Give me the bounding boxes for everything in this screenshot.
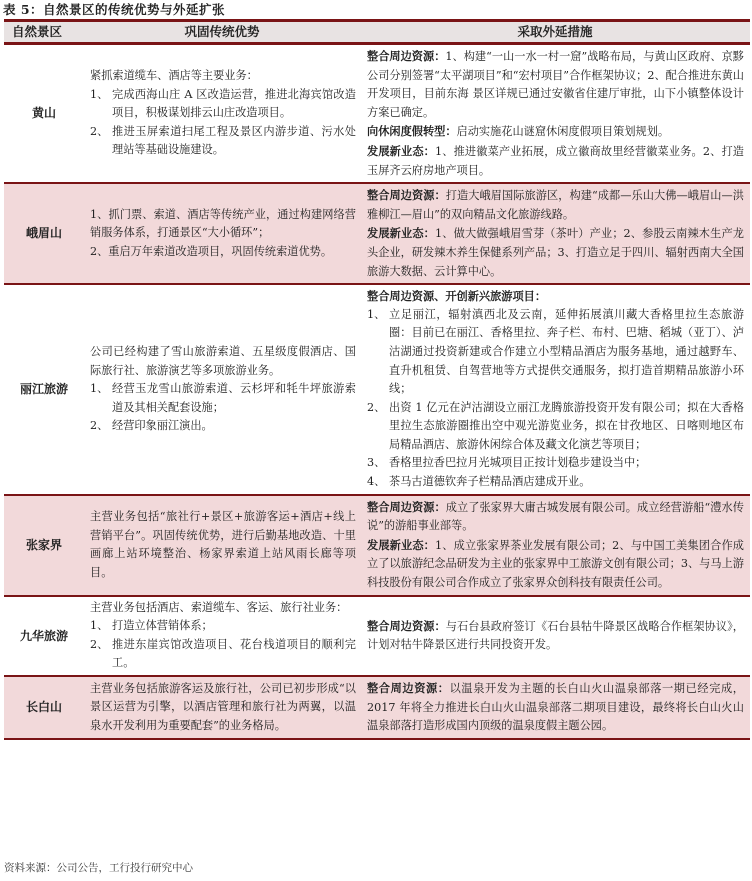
item-number: 2、: [367, 400, 386, 414]
header-traditional-advantage: 巩固传统优势: [84, 21, 360, 44]
item-text: 推进玉屏索道扫尾工程及景区内游步道、污水处理站等基础设施建设。: [112, 124, 356, 157]
list-item: [367, 454, 744, 473]
item-number: 3、: [367, 456, 386, 470]
measure-text: 1、推进徽菜产业拓展，成立徽商故里经营徽菜业务。2、打造玉屏齐云府房地产项目。: [367, 144, 744, 177]
intro-text: 紧抓索道缆车、酒店等主要业务：: [90, 69, 258, 83]
measure-text: 1、构建“一山一水一村一窟”战略布局，与黄山区政府、京黟公司分别签署“太平湖项目”和“宏村项目”合作框架协议；2、配合推进东黄山开发项目，目前东海 景区详规已通过安徽省住建厅审批，山下小镇整体设计方案已确定。: [367, 50, 744, 119]
traditional-advantage-cell: [84, 284, 360, 495]
list-item: [90, 123, 356, 160]
measure-label: 整合周边资源：: [367, 499, 446, 514]
list-item: [367, 399, 744, 455]
advantage-paragraph: 主营业务包括旅游客运及旅行社，公司已初步形成“以景区运营为引擎，以酒店管理和旅行社为两翼，以温泉水开发利用为重要配套”的业务格局。: [90, 681, 356, 732]
list-item: [367, 306, 744, 399]
expansion-measures-cell: [360, 676, 750, 739]
table-row-huangshan: [4, 44, 750, 184]
measure-text: 与石台县政府签订《石台县牯牛降景区战略合作框架协议》，计划对牯牛降景区进行共同投资开发。: [367, 619, 744, 652]
scenic-name: 黄山: [4, 44, 84, 184]
table-row-jiuhua: [4, 596, 750, 676]
intro-text: 公司已经构建了雪山旅游索道、五星级度假酒店、国际旅行社、旅游演艺等多项旅游业务。: [90, 344, 356, 377]
list-item: [90, 380, 356, 417]
expansion-measures-cell: [360, 183, 750, 284]
measure-label: 整合周边资源：: [367, 618, 446, 633]
header-expansion-measures: 采取外延措施: [360, 21, 750, 44]
item-number: 1、: [90, 619, 109, 633]
expansion-measures-cell: [360, 495, 750, 596]
scenic-name: 张家界: [4, 495, 84, 596]
traditional-advantage-cell: [84, 183, 360, 284]
table-row-zhangjiajie: [4, 495, 750, 596]
traditional-advantage-cell: [84, 676, 360, 739]
item-text: 推进东崖宾馆改造项目、花台栈道项目的顺利完工。: [112, 637, 356, 670]
scenic-name: 长白山: [4, 676, 84, 739]
item-number: 2、: [90, 637, 109, 651]
list-item: [367, 473, 744, 492]
item-number: 1、: [90, 382, 109, 396]
measure-paragraph: [367, 186, 744, 224]
measure-paragraph: [367, 47, 744, 122]
measure-text: 成立了张家界大庸古城发展有限公司。成立经营游船“澧水传说”的游船事业部等。: [367, 500, 744, 533]
measure-text: 打造大峨眉国际旅游区，构建“成都—乐山大佛—峨眉山—洪雅柳江—眉山”的双向精品文化旅游线路。: [367, 189, 744, 221]
intro-text: 主营业务包括酒店、索道缆车、客运、旅行社业务：: [90, 600, 348, 614]
item-text: 经营印象丽江演出。: [112, 419, 213, 433]
header-scenic-area: 自然景区: [4, 21, 84, 44]
item-number: 1、: [90, 87, 109, 101]
scenic-area-table: [4, 19, 750, 740]
item-text: 茶马古道德钦奔子栏精品酒店建成开业。: [389, 475, 591, 489]
list-item: [90, 617, 356, 636]
traditional-advantage-cell: [84, 596, 360, 676]
list-item: [90, 636, 356, 673]
measure-label: 发展新业态：: [367, 537, 436, 552]
measure-label: 发展新业态：: [367, 143, 435, 158]
advantage-paragraph: 2、重启万年索道改造项目，巩固传统索道优势。: [90, 244, 333, 258]
scenic-name: 峨眉山: [4, 183, 84, 284]
item-number: 4、: [367, 475, 386, 489]
measure-label: 整合周边资源：: [367, 49, 446, 63]
item-text: 完成西海山庄 A 区改造运营，推进北海宾馆改造项目，积极谋划排云山庄改造项目。: [112, 87, 356, 120]
list-item: [90, 86, 356, 123]
measure-label: 整合周边资源：: [367, 681, 450, 695]
measure-paragraph: [367, 224, 744, 281]
item-text: 经营玉龙雪山旅游索道、云杉坪和牦牛坪旅游索道及其相关配套设施；: [112, 382, 356, 414]
measure-paragraph: [367, 498, 744, 536]
item-number: 2、: [90, 124, 109, 138]
table-title: 表 5：自然景区的传统优势与外延扩张: [3, 2, 226, 17]
measure-text: 启动实施花山谜窟休闲度假项目策划规划。: [456, 125, 670, 139]
item-text: 香格里拉香巴拉月光城项目正按计划稳步建设当中；: [389, 456, 647, 470]
item-text: 出资 1 亿元在泸沽湖设立丽江龙腾旅游投资开发有限公司；拟在大香格里拉生态旅游圈推出空中观光游览业务，拟在甘孜地区、日喀则地区布局精品酒店、旅游休闲综合体及藏文化演艺等项目；: [389, 400, 744, 451]
table-row-emeishan: [4, 183, 750, 284]
table-row-lijiang: [4, 284, 750, 495]
measure-paragraph: [367, 142, 744, 180]
measure-paragraph: [367, 617, 744, 655]
item-text: 打造立体营销体系；: [112, 619, 213, 633]
measure-paragraph: [367, 679, 744, 736]
table-header-row: [4, 21, 750, 44]
list-item: [90, 417, 356, 436]
measure-text: 1、做大做强峨眉雪芽（茶叶）产业；2、参股云南辣木生产龙头企业，研发辣木养生保健系列产品；3、打造立足于四川、辐射西南大全国旅游大数据、云计算中心。: [367, 227, 744, 278]
measure-paragraph: [367, 536, 744, 593]
measure-label: 向休闲度假转型：: [367, 124, 457, 139]
traditional-advantage-cell: [84, 44, 360, 184]
expansion-measures-cell: [360, 596, 750, 676]
expansion-measures-cell: [360, 44, 750, 184]
scenic-name: 丽江旅游: [4, 284, 84, 495]
item-number: 2、: [90, 419, 109, 433]
traditional-advantage-cell: [84, 495, 360, 596]
measure-paragraph: [367, 122, 744, 142]
source-note: 资料来源：公司公告，工行投行研究中心: [4, 862, 193, 874]
measure-label: 发展新业态：: [367, 226, 436, 241]
measure-text: 以温泉开发为主题的长白山火山温泉部落一期已经完成，2017 年将全力推进长白山火山温泉部落二期项目建设，最终将长白山火山温泉部落打造形成国内顶级的温泉度假主题公园。: [367, 682, 744, 733]
measure-text: 1、成立张家界茶业发展有限公司；2、与中国工美集团合作成立了以旅游纪念品研发为主业的张家界中工旅游文创有限公司；3、与马上游科技股份有限公司合作成立了张家界众创科技有限责任公司。: [367, 538, 744, 590]
expansion-measures-cell: [360, 284, 750, 495]
item-number: 1、: [367, 307, 386, 321]
advantage-paragraph: 主营业务包括“旅社行+景区+旅游客运+酒店+线上营销平台”。巩固传统优势，进行后勤基地改造、十里画廊上站环境整治、杨家界索道上站风雨长廊等项目。: [90, 509, 356, 579]
advantage-paragraph: 1、抓门票、索道、酒店等传统产业，通过构建网络营销服务体系，打通景区“大小循环”；: [90, 207, 356, 240]
table-row-changbaishan: [4, 676, 750, 739]
measure-heading: 整合周边资源、开创新兴旅游项目：: [367, 289, 547, 304]
measure-label: 整合周边资源：: [367, 188, 446, 203]
scenic-name: 九华旅游: [4, 596, 84, 676]
item-text: 立足丽江，辐射滇西北及云南，延伸拓展滇川藏大香格里拉生态旅游圈：目前已在丽江、香格里拉、奔子栏、布村、巴塘、稻城（亚丁）、泸沽湖通过投资新建或合作建立小型精品酒店为服务基地，通过越野车、直升机租赁、自驾营地等方式提供交通服务，拟打造首期精品旅游小环线；: [389, 307, 744, 396]
